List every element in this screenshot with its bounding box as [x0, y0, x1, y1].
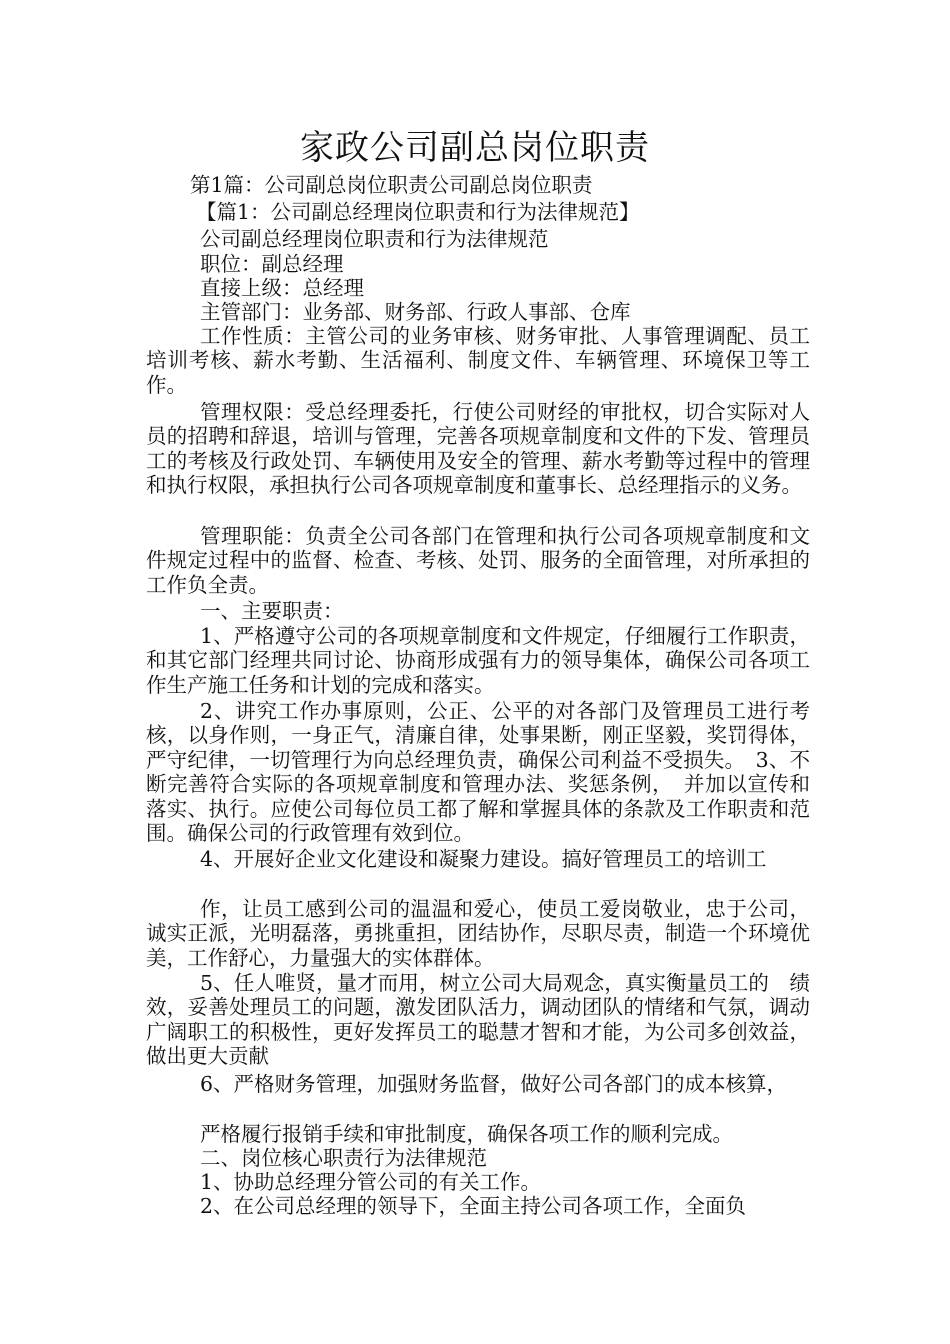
paragraph-duty-1: 1、严格遵守公司的各项规章制度和文件规定，仔细履行工作职责，和其它部门经理共同讨论、协商形成强有力的领导集体，确保公司各项工作生产施工任务和计划的完成和落实。: [146, 624, 810, 697]
chapter-heading: 第1篇：公司副总岗位职责公司副总岗位职责: [190, 173, 593, 197]
position-line: 职位：副总经理: [200, 252, 344, 276]
paragraph-duty-4-cont: 作，让员工感到公司的温温和爱心，使员工爱岗敬业，忠于公司，诚实正派，光明磊落，勇挑重担，团结协作，尽职尽责，制造一个环境优美，工作舒心，力量强大的实体群体。: [146, 897, 810, 970]
paragraph-authority: 管理权限：受总经理委托，行使公司财经的审批权，切合实际对人员的招聘和辞退，培训与管理，完善各项规章制度和文件的下发、管理员工的考核及行政处罚、车辆使用及安全的管理、薪水考勤等过程中的管理和执行权限，承担执行公司各项规章制度和董事长、总经理指示的义务。: [146, 400, 810, 498]
heading-main-duties: 一、主要职责：: [200, 599, 344, 623]
document-title: 家政公司副总岗位职责: [300, 128, 650, 168]
paragraph-duty-5: 5、任人唯贤，量才而用，树立公司大局观念，真实衡量员工的 绩效，妥善处理员工的问题，激发团队活力，调动团队的情绪和气氛，调动广阔职工的积极性，更好发挥员工的聪慧才智和才能，为公司多创效益，做出更大贡献: [146, 971, 810, 1069]
department-line: 主管部门：业务部、财务部、行政人事部、仓库: [200, 300, 631, 324]
subtitle-line: 公司副总经理岗位职责和行为法律规范: [200, 227, 549, 251]
paragraph-core-2: 2、在公司总经理的领导下，全面主持公司各项工作，全面负: [200, 1194, 747, 1218]
paragraph-work-nature: 工作性质：主管公司的业务审核、财务审批、人事管理调配、员工培训考核、薪水考勤、生活福利、制度文件、车辆管理、环境保卫等工作。: [146, 324, 810, 397]
paragraph-core-1: 1、协助总经理分管公司的有关工作。: [200, 1170, 542, 1194]
section-heading: 【篇1：公司副总经理岗位职责和行为法律规范】: [196, 200, 640, 224]
paragraph-duty-6-cont: 严格履行报销手续和审批制度，确保各项工作的顺利完成。: [200, 1122, 733, 1146]
paragraph-duty-4: 4、开展好企业文化建设和凝聚力建设。搞好管理员工的培训工: [200, 847, 767, 871]
heading-core-duties: 二、岗位核心职责行为法律规范: [200, 1146, 487, 1170]
superior-line: 直接上级：总经理: [200, 276, 364, 300]
paragraph-duty-6: 6、严格财务管理，加强财务监督，做好公司各部门的成本核算，: [200, 1072, 788, 1096]
paragraph-duty-2-3: 2、讲究工作办事原则，公正、公平的对各部门及管理员工进行考核，以身作则，一身正气，清廉自律，处事果断，刚正坚毅，奖罚得体，严守纪律，一切管理行为向总经理负责，确保公司利益不受损失。 3、不断完善符合实际的各项规章制度和管理办法、奖惩条例， 并加以宣传和落实、执行。应使公司每位员工都了解和掌握具体的条款及工作职责和范围。确保公司的行政管理有效到位。: [146, 699, 810, 846]
paragraph-functions: 管理职能：负责全公司各部门在管理和执行公司各项规章制度和文件规定过程中的监督、检查、考核、处罚、服务的全面管理，对所承担的工作负全责。: [146, 524, 810, 597]
